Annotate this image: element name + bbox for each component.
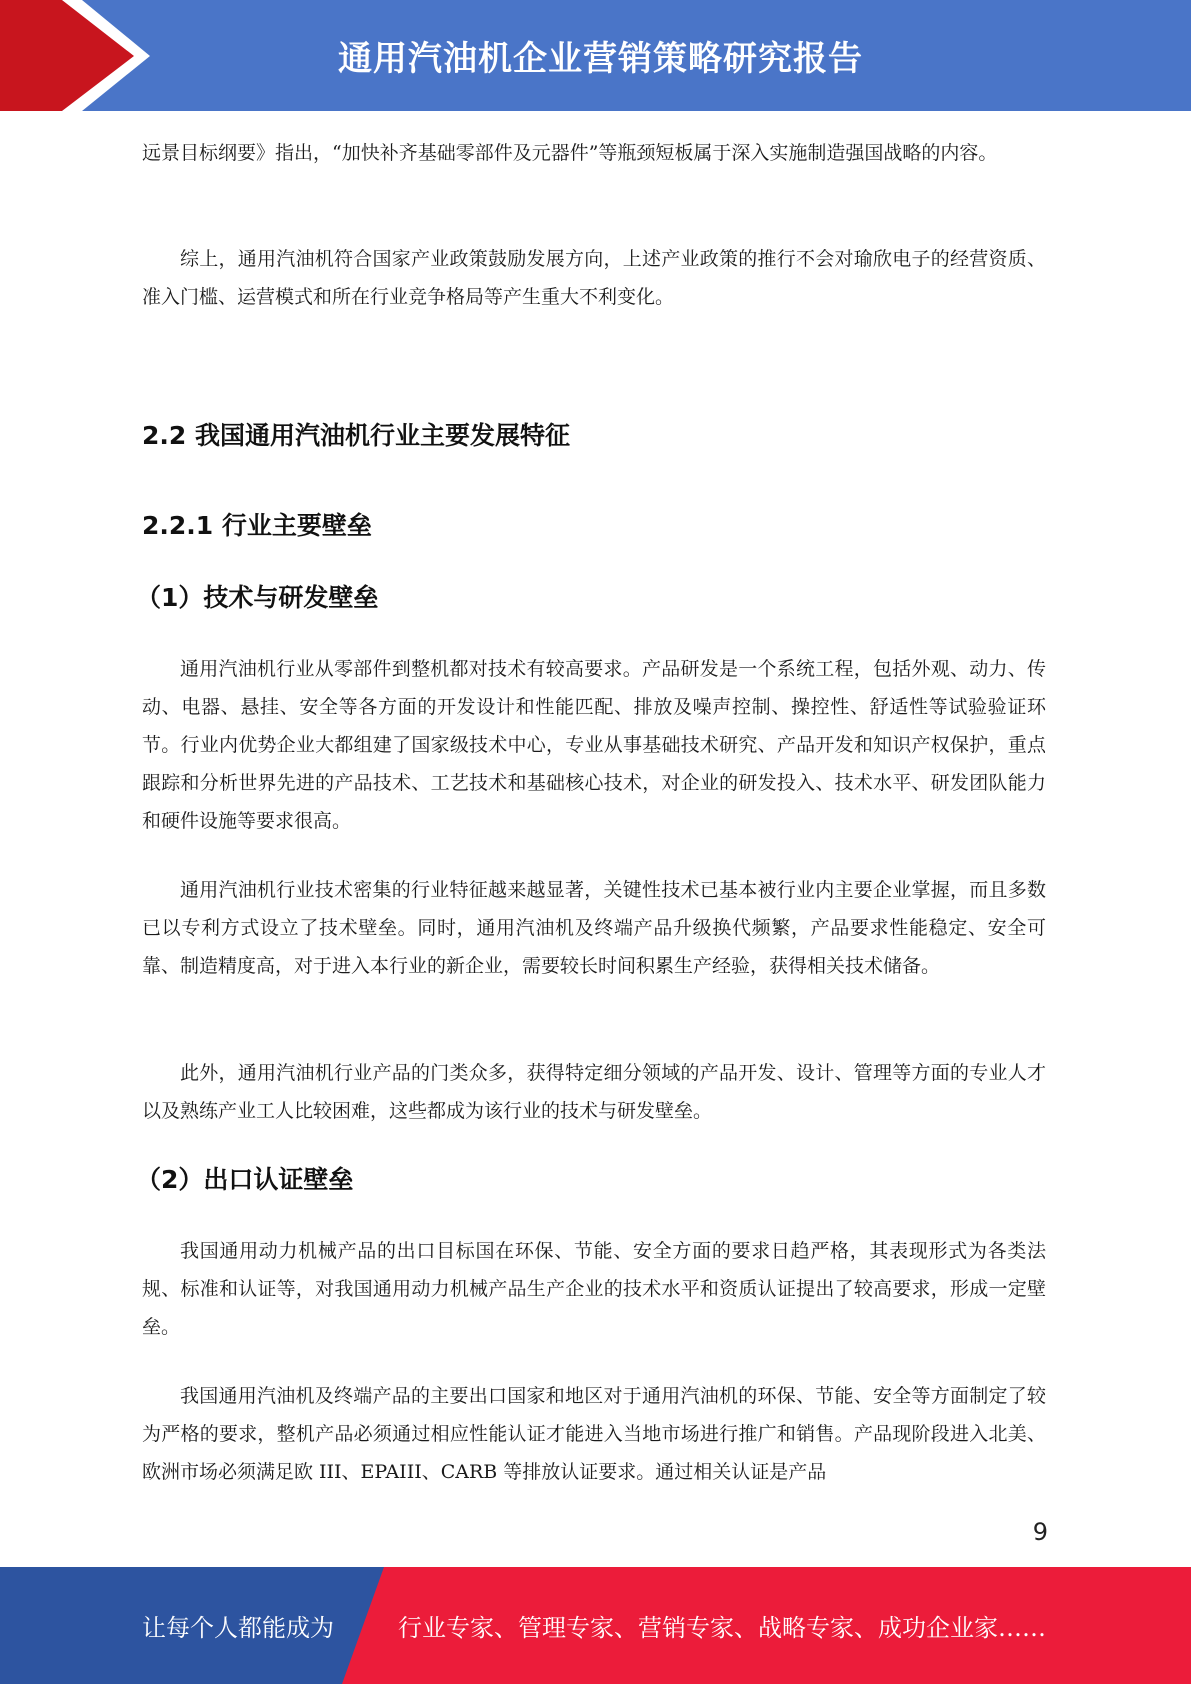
heading-export-barrier: （2）出口认证壁垒 xyxy=(136,1165,354,1194)
paragraph-6: 我国通用动力机械产品的出口目标国在环保、节能、安全方面的要求日趋严格，其表现形式为各类法规、标准和认证等，对我国通用动力机械产品生产企业的技术水平和资质认证提出了较高要求，形成一定壁垒。 xyxy=(142,1240,1046,1338)
section-heading-2-2: 2.2 我国通用汽油机行业主要发展特征 xyxy=(142,421,570,450)
paragraph-2: 综上，通用汽油机符合国家产业政策鼓励发展方向，上述产业政策的推行不会对瑜欣电子的经营资质、准入门槛、运营模式和所在行业竞争格局等产生重大不利变化。 xyxy=(142,248,1046,308)
page-footer xyxy=(0,1567,1191,1684)
paragraph-3: 通用汽油机行业从零部件到整机都对技术有较高要求。产品研发是一个系统工程，包括外观、动力、传动、电器、悬挂、安全等各方面的开发设计和性能匹配、排放及噪声控制、操控性、舒适性等试验验证环节。行业内优势企业大都组建了国家级技术中心，专业从事基础技术研究、产品开发和知识产权保护，重点跟踪和分析世界先进的产品技术、工艺技术和基础核心技术，对企业的研发投入、技术水平、研发团队能力和硬件设施等要求很高。 xyxy=(142,658,1046,832)
footer-slogan-right: 行业专家、管理专家、营销专家、战略专家、成功企业家…… xyxy=(398,1614,1046,1642)
page-header xyxy=(0,0,1191,111)
report-title: 通用汽油机企业营销策略研究报告 xyxy=(338,39,863,79)
paragraph-7: 我国通用汽油机及终端产品的主要出口国家和地区对于通用汽油机的环保、节能、安全等方面制定了较为严格的要求，整机产品必须通过相应性能认证才能进入当地市场进行推广和销售。产品现阶段进入北美、欧洲市场必须满足欧 III、EPAIII、CARB 等排放认证要求。通过相关认证是产品 xyxy=(142,1385,1046,1483)
paragraph-1: 远景目标纲要》指出，“加快补齐基础零部件及元器件”等瓶颈短板属于深入实施制造强国战略的内容。 xyxy=(142,142,998,164)
paragraph-5: 此外，通用汽油机行业产品的门类众多，获得特定细分领域的产品开发、设计、管理等方面的专业人才以及熟练产业工人比较困难，这些都成为该行业的技术与研发壁垒。 xyxy=(142,1062,1046,1122)
footer-slogan-left: 让每个人都能成为 xyxy=(142,1614,334,1642)
paragraph-4: 通用汽油机行业技术密集的行业特征越来越显著，关键性技术已基本被行业内主要企业掌握，而且多数已以专利方式设立了技术壁垒。同时，通用汽油机及终端产品升级换代频繁，产品要求性能稳定、安全可靠、制造精度高，对于进入本行业的新企业，需要较长时间积累生产经验，获得相关技术储备。 xyxy=(142,879,1046,977)
heading-tech-barrier: （1）技术与研发壁垒 xyxy=(136,583,379,612)
page-number: 9 xyxy=(1032,1518,1048,1546)
subsection-heading-2-2-1: 2.2.1 行业主要壁垒 xyxy=(142,511,372,540)
